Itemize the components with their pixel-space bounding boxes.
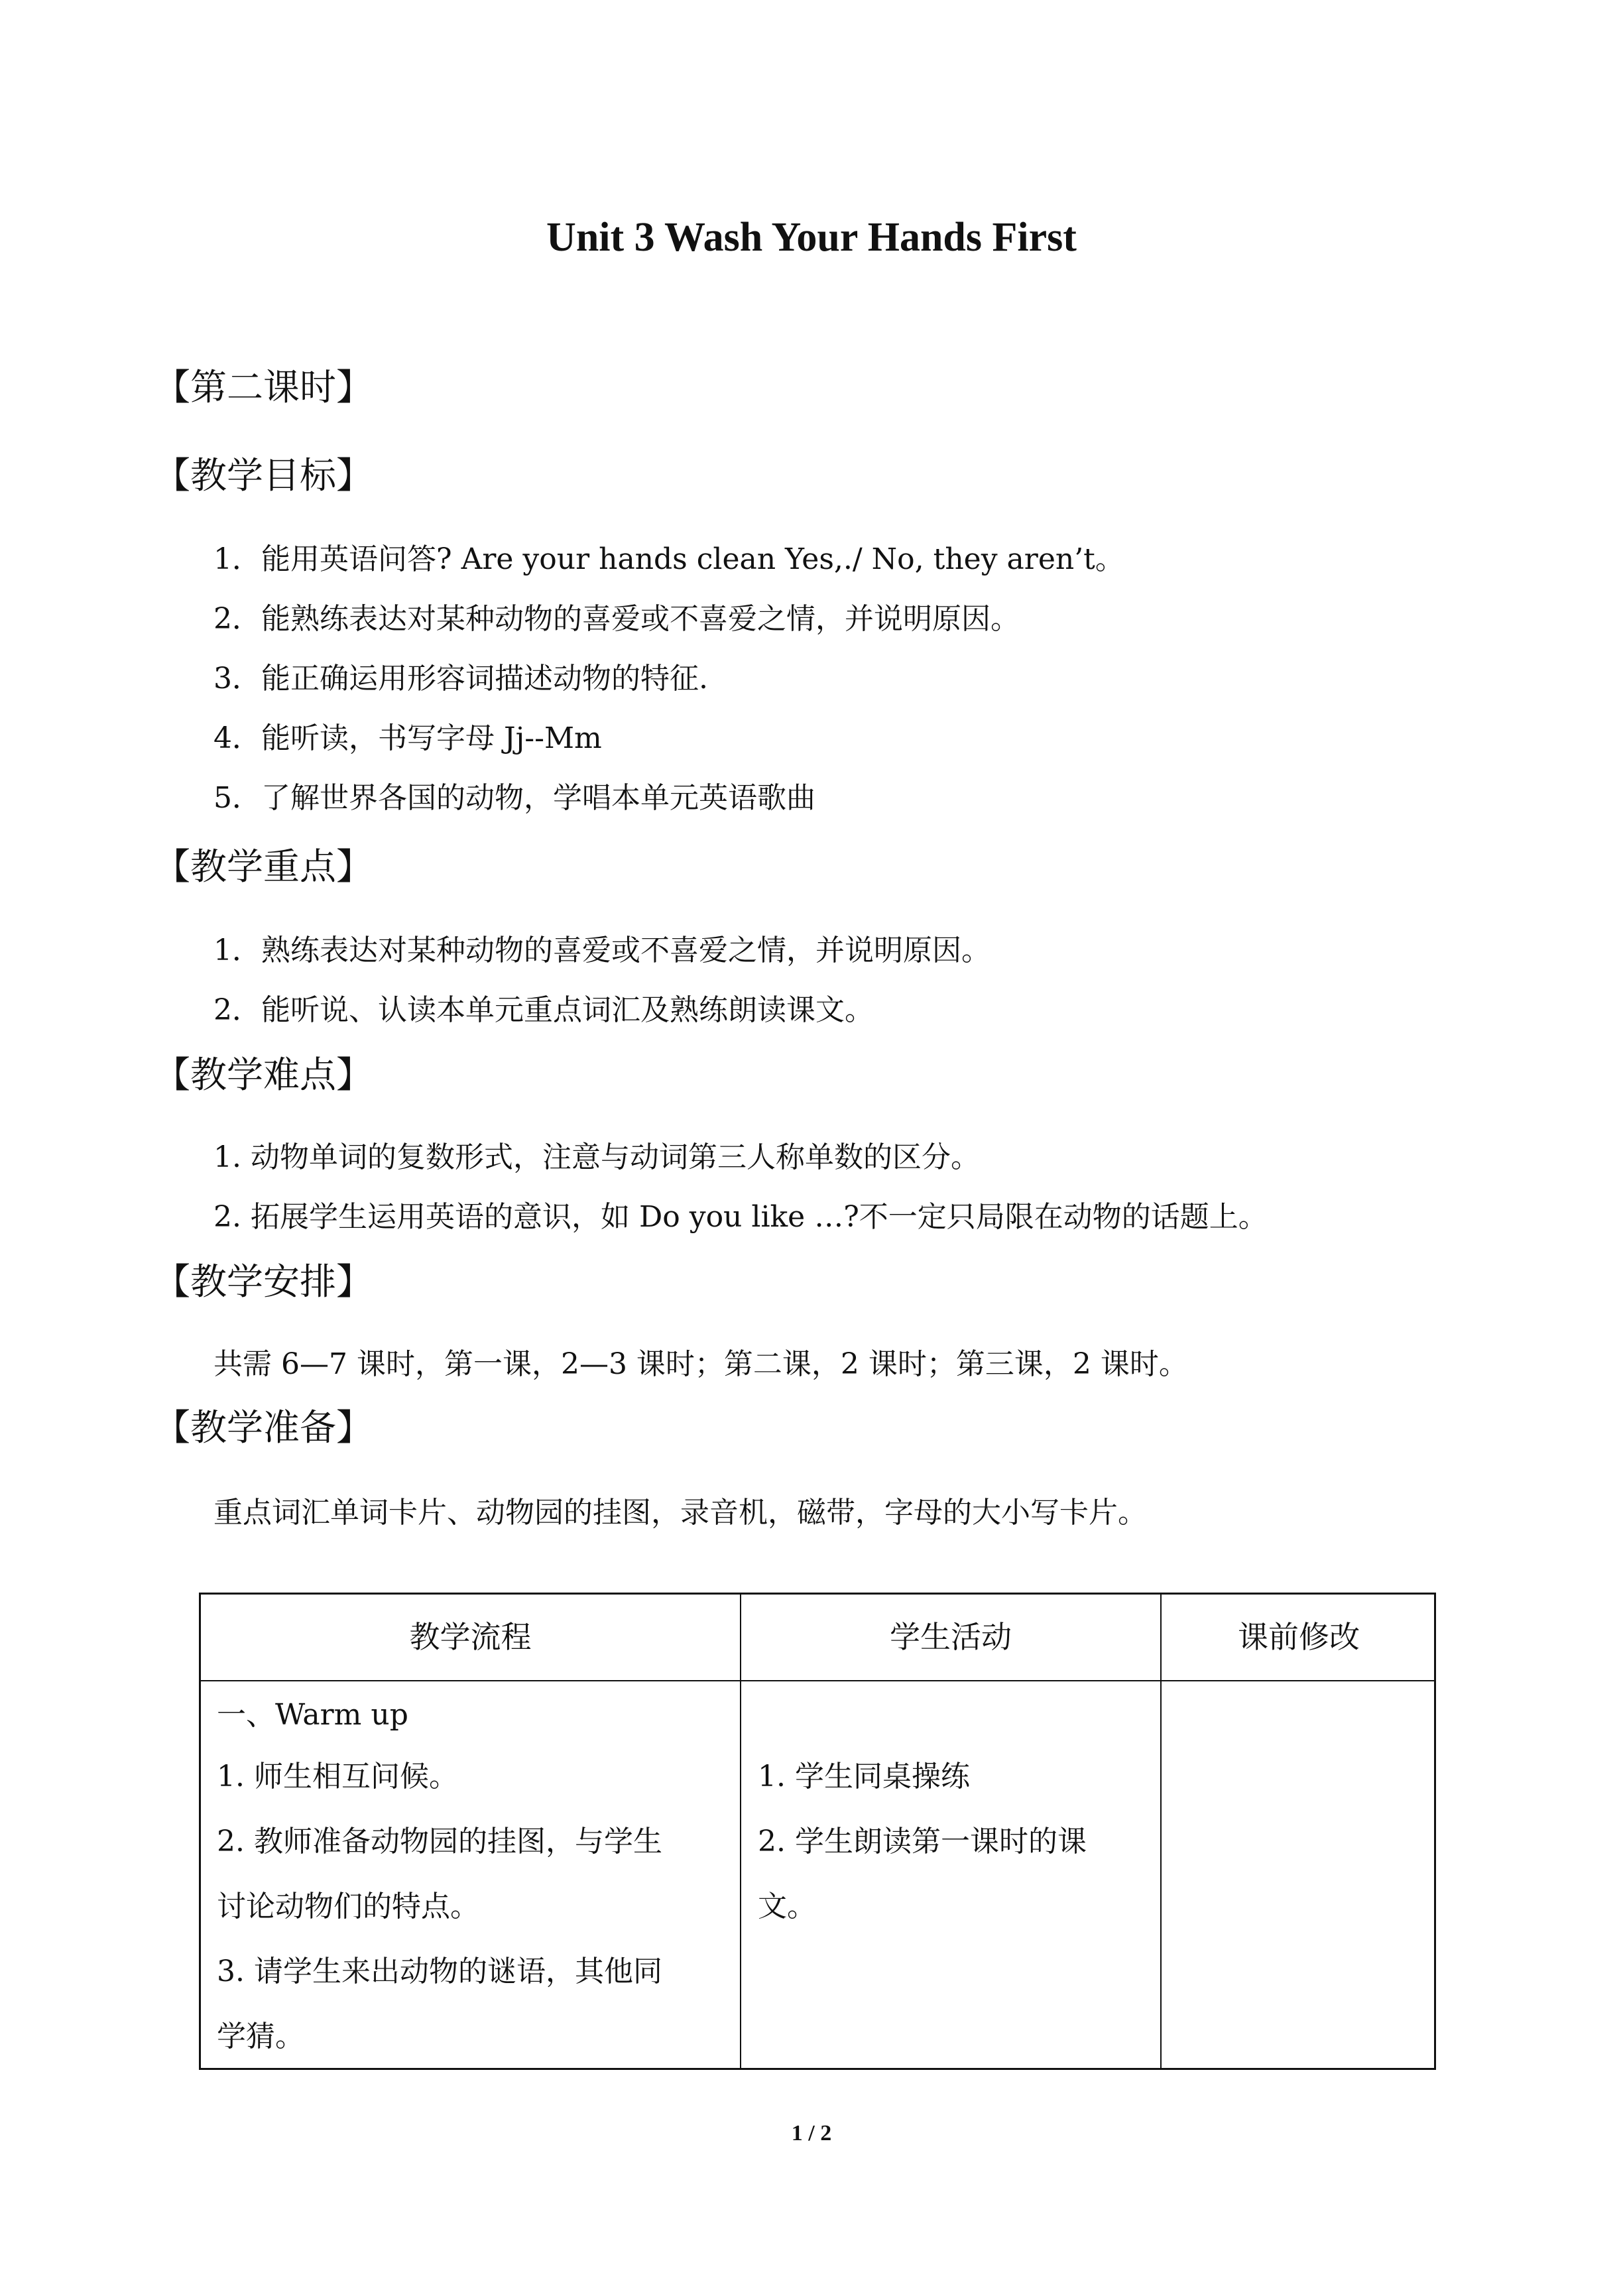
- table-header-divider: [201, 1680, 1434, 1681]
- objectives-heading: 【教学目标】: [154, 454, 373, 497]
- page-number: 1 / 2: [791, 2121, 832, 2145]
- table-header-revision: 课前修改: [1238, 1619, 1360, 1655]
- cell-line: 文。: [758, 1890, 816, 1923]
- objective-item: 3．能正确运用形容词描述动物的特征.: [213, 662, 708, 695]
- cell-line: 2. 学生朗读第一课时的课: [758, 1825, 1087, 1858]
- cell-line: 1. 学生同桌操练: [758, 1760, 970, 1793]
- cell-line: 2. 教师准备动物园的挂图，与学生: [217, 1825, 662, 1858]
- preparation-heading: 【教学准备】: [154, 1406, 373, 1449]
- difficulty-item: 2. 拓展学生运用英语的意识，如 Do you like …?不一定只局限在动物的话题上。: [213, 1200, 1268, 1234]
- cell-line: 学猜。: [217, 2020, 304, 2053]
- cell-line: 1. 师生相互问候。: [217, 1760, 458, 1793]
- table-header-process: 教学流程: [409, 1619, 532, 1655]
- objective-item: 4．能听读，书写字母 Jj--Mm: [213, 721, 602, 755]
- key-point-item: 1．熟练表达对某种动物的喜爱或不喜爱之情，并说明原因。: [213, 934, 991, 967]
- preparation-text: 重点词汇单词卡片、动物园的挂图，录音机，磁带，字母的大小写卡片。: [213, 1496, 1147, 1530]
- objective-item: 5．了解世界各国的动物，学唱本单元英语歌曲: [213, 781, 815, 815]
- lesson-label: 【第二课时】: [154, 366, 373, 408]
- difficulties-heading: 【教学难点】: [154, 1054, 373, 1096]
- document-title: Unit 3 Wash Your Hands First: [546, 215, 1077, 260]
- cell-line: 一、Warm up: [217, 1698, 408, 1732]
- schedule-text: 共需 6—7 课时，第一课，2—3 课时；第二课，2 课时；第三课，2 课时。: [213, 1347, 1188, 1381]
- key-point-item: 2．能听说、认读本单元重点词汇及熟练朗读课文。: [213, 993, 874, 1027]
- cell-line: 3. 请学生来出动物的谜语，其他同: [217, 1955, 662, 1988]
- key-points-heading: 【教学重点】: [154, 845, 373, 888]
- table-header-student-activity: 学生活动: [890, 1619, 1012, 1655]
- objective-item: 2．能熟练表达对某种动物的喜爱或不喜爱之情，并说明原因。: [213, 602, 1020, 636]
- lesson-plan-table: [199, 1593, 1436, 2070]
- schedule-heading: 【教学安排】: [154, 1260, 373, 1303]
- objective-item: 1．能用英语问答? Are your hands clean Yes,./ No, they aren’t。: [213, 542, 1124, 576]
- cell-line: 讨论动物们的特点。: [217, 1890, 479, 1923]
- difficulty-item: 1. 动物单词的复数形式，注意与动词第三人称单数的区分。: [213, 1140, 980, 1174]
